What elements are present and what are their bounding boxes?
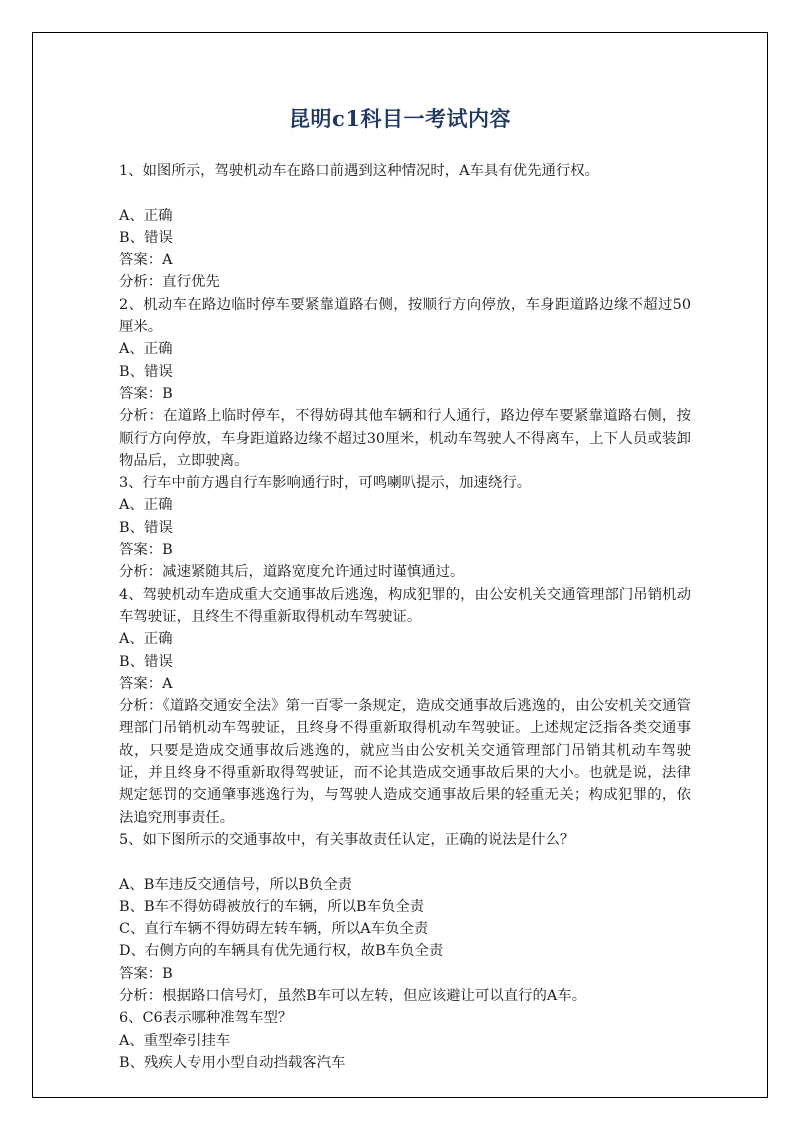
answer-text: 答案：B — [119, 542, 173, 559]
blank-line — [119, 182, 691, 204]
question-text: 2、机动车在路边临时停车要紧靠道路右侧，按顺行方向停放，车身距道路边缘不超过50厘米。 — [119, 296, 691, 336]
option-a: A、正确 — [119, 341, 173, 358]
option-a: A、重型牵引挂车 — [119, 1032, 231, 1049]
question-text: 4、驾驶机动车造成重大交通事故后逃逸，构成犯罪的，由公安机关交通管理部门吊销机动车驾驶证，且终生不得重新取得机动车驾驶证。 — [119, 586, 691, 625]
option-a: A、B车违反交通信号，所以B负全责 — [119, 876, 353, 893]
analysis-text: 分析：直行优先 — [119, 274, 220, 291]
option-c: C、直行车辆不得妨碍左转车辆，所以A车负全责 — [119, 921, 429, 938]
answer-text: 答案：B — [119, 965, 173, 982]
option-b: B、B车不得妨碍被放行的车辆，所以B车负全责 — [119, 898, 425, 915]
answer-text: 答案：A — [119, 675, 173, 692]
analysis-text: 分析：根据路口信号灯，虽然B车可以左转，但应该避让可以直行的A车。 — [119, 987, 587, 1004]
question-block — [119, 829, 691, 1007]
option-a: A、正确 — [119, 207, 173, 224]
option-b: B、残疾人专用小型自动挡载客汽车 — [119, 1054, 346, 1071]
question-block — [119, 160, 691, 294]
answer-text: 答案：A — [119, 252, 173, 269]
blank-line — [119, 851, 691, 873]
option-b: B、错误 — [119, 229, 173, 246]
document-title: 昆明c1科目一考试内容 — [289, 106, 511, 131]
option-b: B、错误 — [119, 363, 173, 380]
question-block — [119, 472, 691, 583]
question-text: 3、行车中前方遇自行车影响通行时，可鸣喇叭提示，加速绕行。 — [119, 475, 532, 492]
question-block — [119, 584, 691, 829]
option-b: B、错误 — [119, 653, 173, 670]
question-text: 6、C6表示哪种准驾车型？ — [119, 1010, 293, 1027]
option-a: A、正确 — [119, 631, 173, 648]
option-a: A、正确 — [119, 497, 173, 514]
answer-text: 答案：B — [119, 385, 173, 402]
analysis-text: 分析：在道路上临时停车，不得妨碍其他车辆和行人通行，路边停车要紧靠道路右侧，按顺行方向停放，车身距道路边缘不超过30厘米，机动车驾驶人不得离车，上下人员或装卸物品后，立即驶离。 — [119, 408, 691, 469]
document-body — [119, 160, 691, 1074]
question-block — [119, 1007, 691, 1074]
question-text: 5、如下图所示的交通事故中，有关事故责任认定，正确的说法是什么？ — [119, 831, 575, 848]
option-d: D、右侧方向的车辆具有优先通行权，故B车负全责 — [119, 943, 444, 960]
option-b: B、错误 — [119, 519, 173, 536]
question-text: 1、如图所示，驾驶机动车在路口前遇到这种情况时，A车具有优先通行权。 — [119, 163, 600, 179]
analysis-text: 分析：《道路交通安全法》第一百零一条规定，造成交通事故后逃逸的，由公安机关交通管理部门吊销机动车驾驶证，且终身不得重新取得机动车驾驶证。上述规定泛指各类交通事故，只要是造成交通事故后逃逸的，就应当由公安机关交通管理部门吊销其机动车驾驶证，并且终身不得重新取得驾驶证，而不论其造成交通事故后果的大小。也就是说，法律规定惩罚的交通肇事逃逸行为，与驾驶人造成交通事故后果的轻重无关；构成犯罪的，依法追究刑事责任。 — [119, 698, 691, 826]
question-block — [119, 294, 691, 472]
analysis-text: 分析：减速紧随其后，道路宽度允许通过时谨慎通过。 — [119, 564, 465, 581]
